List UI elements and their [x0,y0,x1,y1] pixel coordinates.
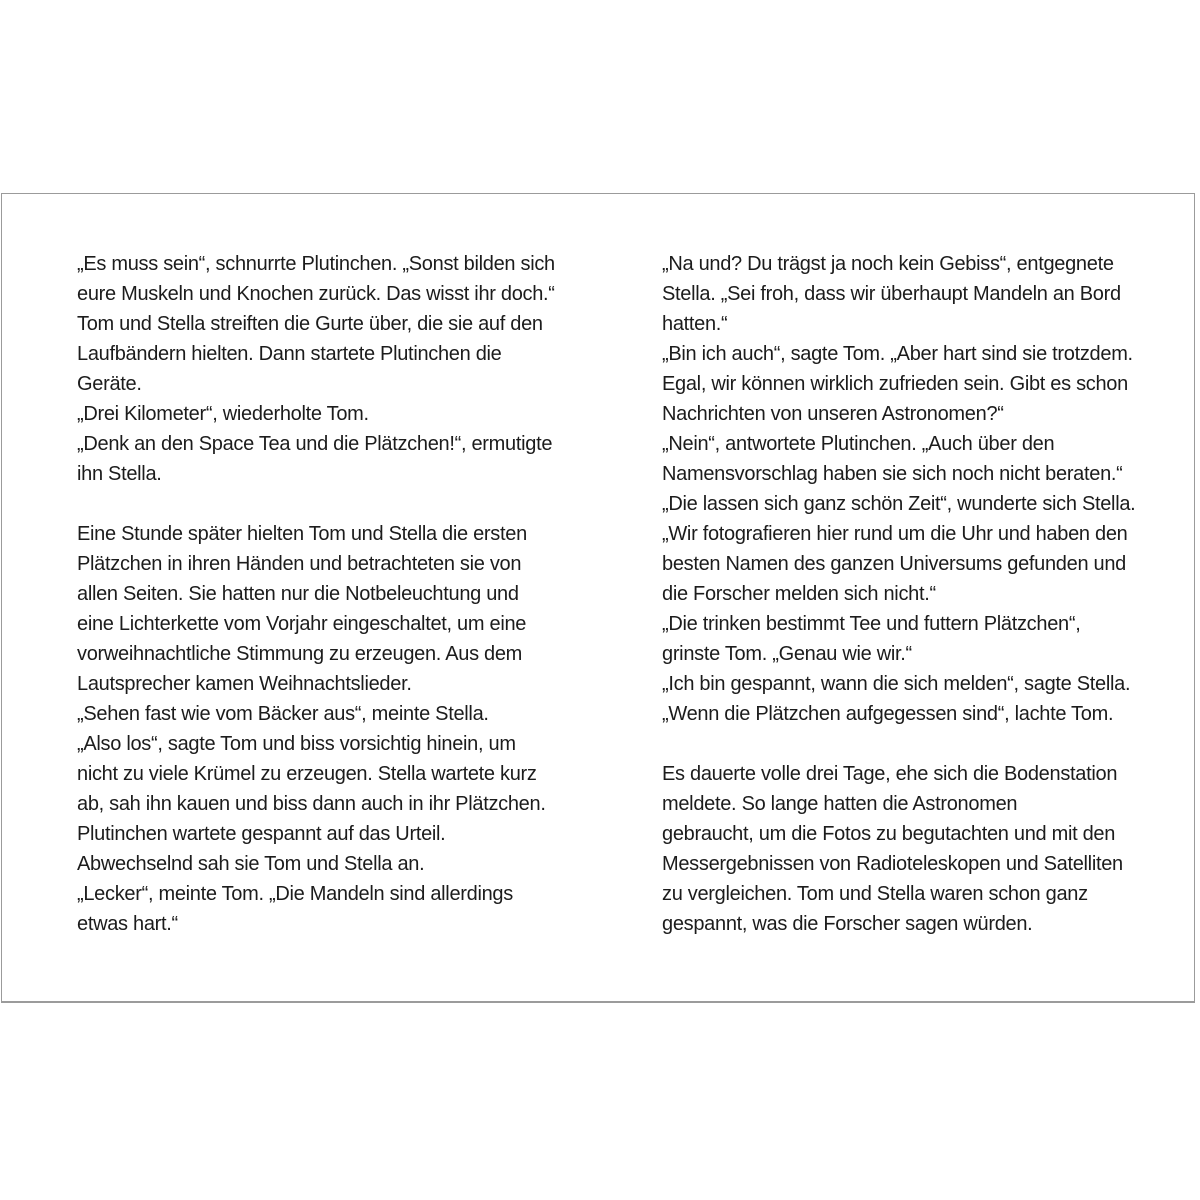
text-line: „Na und? Du trägst ja noch kein Gebiss“, entgegnete [662,253,1114,275]
text-line: Eine Stunde später hielten Tom und Stella die ersten [77,523,527,545]
text-line: „Wir fotografieren hier rund um die Uhr und haben den [662,523,1128,545]
text-line: „Also los“, sagte Tom und biss vorsichtig hinein, um [77,733,516,755]
text-line: die Forscher melden sich nicht.“ [662,583,936,605]
text-line: etwas hart.“ [77,913,178,935]
text-line: Plätzchen in ihren Händen und betrachteten sie von [77,553,522,575]
text-column-left [77,249,555,939]
text-line: vorweihnachtliche Stimmung zu erzeugen. Aus dem [77,643,523,665]
text-line: ihn Stella. [77,463,162,485]
text-line: Geräte. [77,373,142,395]
text-line: eine Lichterkette vom Vorjahr eingeschaltet, um eine [77,613,527,635]
text-line: „Lecker“, meinte Tom. „Die Mandeln sind allerdings [77,883,513,905]
text-line [77,489,555,519]
book-page [1,193,1195,1003]
text-line: „Drei Kilometer“, wiederholte Tom. [77,403,369,425]
text-line: Nachrichten von unseren Astronomen?“ [662,403,1004,425]
text-line: eure Muskeln und Knochen zurück. Das wisst ihr doch.“ [77,283,555,305]
text-line: „Die lassen sich ganz schön Zeit“, wunderte sich Stella. [662,493,1136,515]
text-line: Tom und Stella streiften die Gurte über, die sie auf den [77,313,543,335]
text-line: Plutinchen wartete gespannt auf das Urteil. [77,823,446,845]
text-line: Es dauerte volle drei Tage, ehe sich die Bodenstation [662,763,1118,785]
text-line: „Bin ich auch“, sagte Tom. „Aber hart sind sie trotzdem. [662,343,1133,365]
text-line: Namensvorschlag haben sie sich noch nicht beraten.“ [662,463,1123,485]
text-line: „Nein“, antwortete Plutinchen. „Auch über den [662,433,1055,455]
text-line: gebraucht, um die Fotos zu begutachten und mit den [662,823,1116,845]
text-line: „Denk an den Space Tea und die Plätzchen!“, ermutigte [77,433,553,455]
text-line: „Ich bin gespannt, wann die sich melden“, sagte Stella. [662,673,1131,695]
text-line: nicht zu viele Krümel zu erzeugen. Stella wartete kurz [77,763,537,785]
text-line: „Es muss sein“, schnurrte Plutinchen. „Sonst bilden sich [77,253,555,275]
text-line: meldete. So lange hatten die Astronomen [662,793,1018,815]
text-line: „Sehen fast wie vom Bäcker aus“, meinte Stella. [77,703,489,725]
text-line: „Die trinken bestimmt Tee und futtern Plätzchen“, [662,613,1081,635]
text-line: grinste Tom. „Genau wie wir.“ [662,643,912,665]
text-line: besten Namen des ganzen Universums gefunden und [662,553,1126,575]
text-line: zu vergleichen. Tom und Stella waren schon ganz [662,883,1088,905]
text-line: Stella. „Sei froh, dass wir überhaupt Mandeln an Bord [662,283,1121,305]
text-line: allen Seiten. Sie hatten nur die Notbeleuchtung und [77,583,519,605]
text-line: Messergebnissen von Radioteleskopen und Satelliten [662,853,1123,875]
text-line: gespannt, was die Forscher sagen würden. [662,913,1033,935]
text-line: ab, sah ihn kauen und biss dann auch in ihr Plätzchen. [77,793,546,815]
text-line: „Wenn die Plätzchen aufgegessen sind“, lachte Tom. [662,703,1114,725]
text-line: Egal, wir können wirklich zufrieden sein. Gibt es schon [662,373,1128,395]
text-line [662,729,1135,759]
text-line: Abwechselnd sah sie Tom und Stella an. [77,853,425,875]
text-column-right [662,249,1135,939]
text-line: Laufbändern hielten. Dann startete Plutinchen die [77,343,502,365]
text-line: Lautsprecher kamen Weihnachtslieder. [77,673,412,695]
text-line: hatten.“ [662,313,728,335]
